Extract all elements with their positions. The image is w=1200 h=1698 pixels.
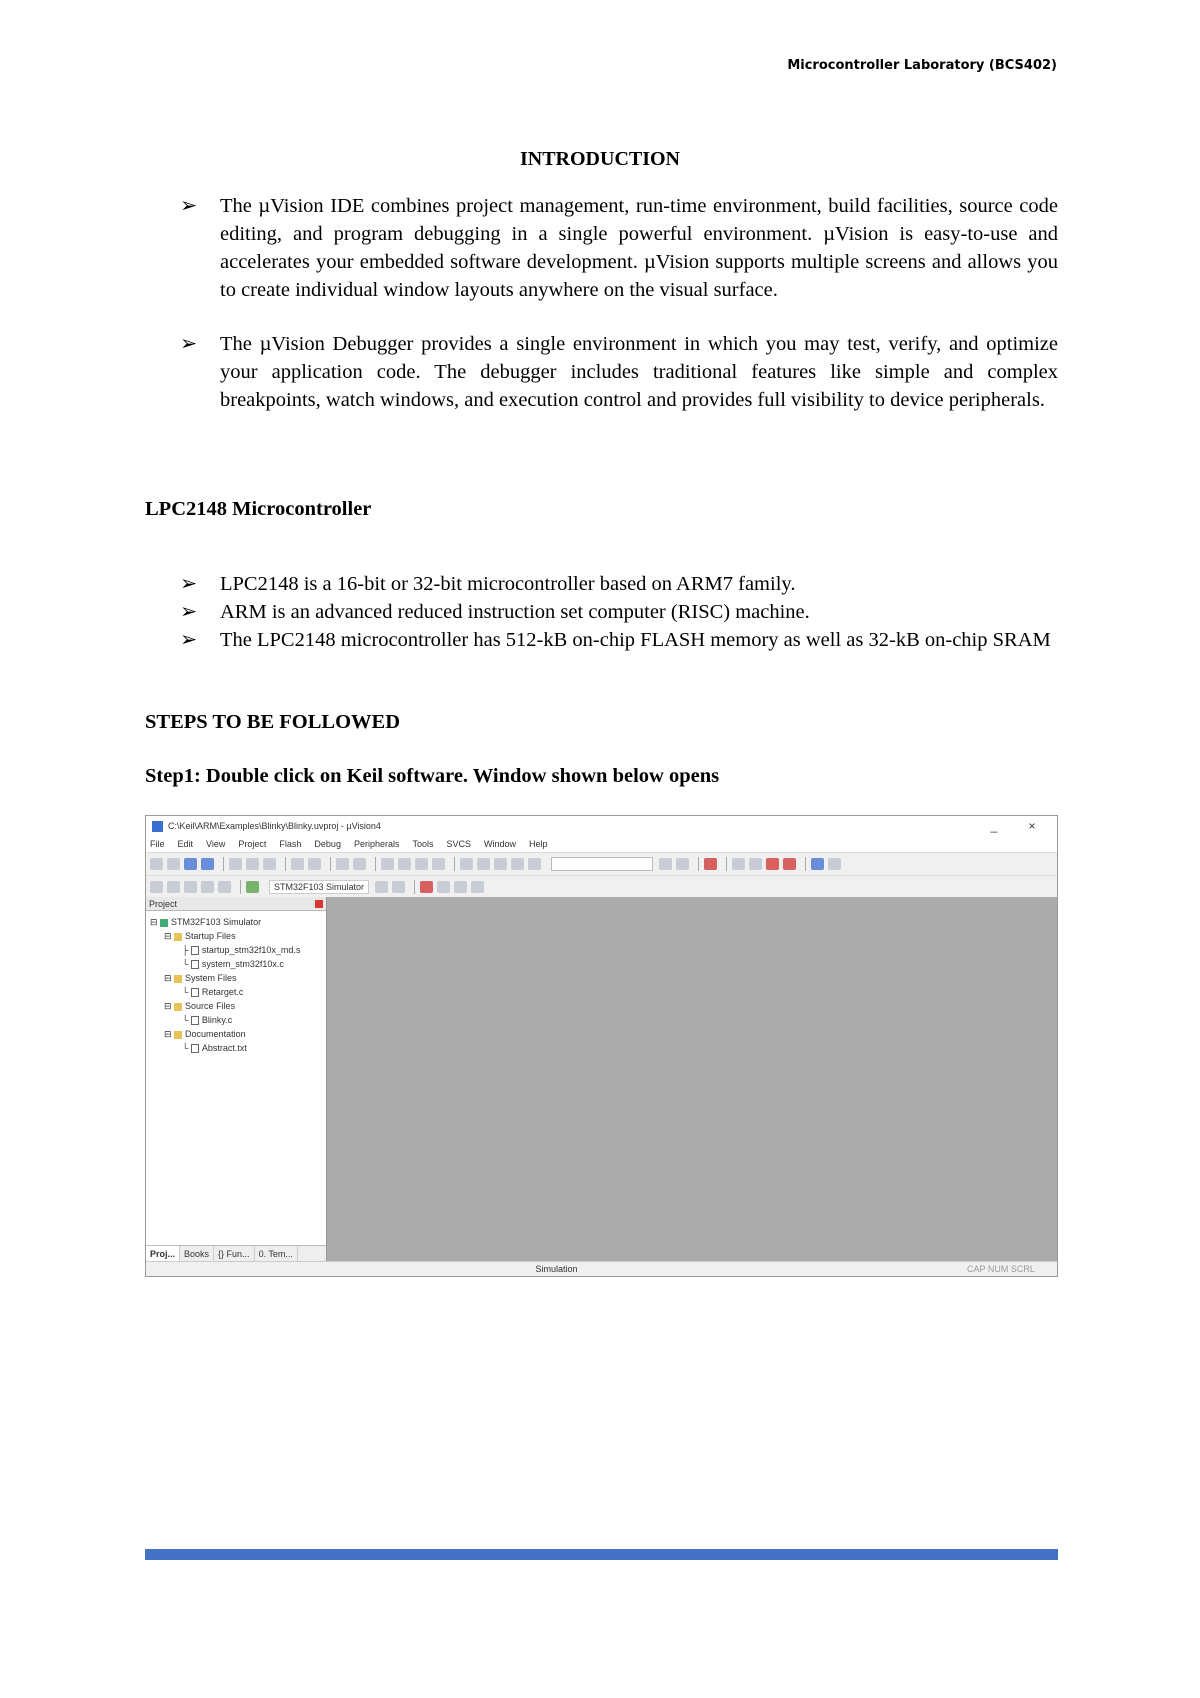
unindent-icon[interactable]: [477, 858, 490, 870]
minimize-button[interactable]: _: [990, 819, 998, 833]
editor-area[interactable]: [327, 897, 1057, 1262]
lpc-bullet-text: LPC2148 is a 16-bit or 32-bit microcontroller based on ARM7 family.: [220, 573, 796, 595]
comment-icon[interactable]: [494, 858, 507, 870]
menu-window[interactable]: Window: [484, 839, 517, 849]
target-options-icon[interactable]: [375, 881, 388, 893]
clear-breakpoints-icon[interactable]: [783, 858, 796, 870]
target-select[interactable]: STM32F103 Simulator: [269, 880, 369, 894]
tree-label: Blinky.c: [201, 1015, 233, 1025]
folder-icon: [174, 1031, 182, 1039]
tab-functions[interactable]: {} Fun...: [214, 1246, 255, 1262]
intro-bullet-list: [180, 192, 1058, 414]
tab-templates[interactable]: 0. Tem...: [255, 1246, 298, 1262]
file-icon: [191, 1016, 199, 1025]
tree-label: STM32F103 Simulator: [171, 917, 262, 927]
bullet-arrow-icon: ➢: [180, 601, 198, 623]
save-all-icon[interactable]: [201, 858, 214, 870]
build-toolbar: [146, 876, 1057, 899]
tree-label: startup_stm32f10x_md.s: [201, 945, 301, 955]
file-extensions-icon[interactable]: [437, 881, 450, 893]
menu-tools[interactable]: Tools: [412, 839, 434, 849]
nav-forward-icon[interactable]: [353, 858, 366, 870]
manage-runtime-icon[interactable]: [471, 881, 484, 893]
folder-icon: [174, 933, 182, 941]
disable-breakpoint-icon[interactable]: [749, 858, 762, 870]
prev-bookmark-icon[interactable]: [398, 858, 411, 870]
target-icon: [160, 919, 168, 927]
tree-item-file[interactable]: └ Retarget.c: [182, 987, 244, 997]
tree-label: System Files: [185, 973, 237, 983]
tree-item-file[interactable]: └ system_stm32f10x.c: [182, 959, 284, 969]
indent-icon[interactable]: [460, 858, 473, 870]
tree-item-file[interactable]: └ Blinky.c: [182, 1015, 233, 1025]
toolbar-separator: [375, 857, 376, 871]
page-header-course: Microcontroller Laboratory (BCS402): [787, 58, 1057, 73]
list-item: [180, 330, 1058, 414]
toolbar-separator: [726, 857, 727, 871]
menu-project[interactable]: Project: [238, 839, 267, 849]
clear-bookmarks-icon[interactable]: [432, 858, 445, 870]
incremental-find-icon[interactable]: [676, 858, 689, 870]
file-icon: [191, 988, 199, 997]
redo-icon[interactable]: [308, 858, 321, 870]
find-files-icon[interactable]: [528, 858, 541, 870]
tree-item-target[interactable]: ⊟ STM32F103 Simulator: [150, 917, 262, 927]
menu-peripherals[interactable]: Peripherals: [353, 839, 400, 849]
cut-icon[interactable]: [229, 858, 242, 870]
steps-heading: STEPS TO BE FOLLOWED: [145, 711, 401, 733]
open-folder-icon[interactable]: [167, 858, 180, 870]
file-icon: [191, 1044, 199, 1053]
kill-breakpoints-icon[interactable]: [766, 858, 779, 870]
tree-label: Startup Files: [185, 931, 236, 941]
find-input[interactable]: [551, 857, 653, 871]
status-mode: Simulation: [535, 1264, 578, 1274]
tree-label: Documentation: [185, 1029, 246, 1039]
select-packs-icon[interactable]: [454, 881, 467, 893]
menu-svcs[interactable]: SVCS: [446, 839, 472, 849]
build-icon[interactable]: [167, 881, 180, 893]
project-pane-title: Project: [149, 898, 178, 909]
step1-text: Step1: Double click on Keil software. Window shown below opens: [145, 765, 720, 787]
folder-icon: [174, 1003, 182, 1011]
file-toolbar: [146, 853, 1057, 876]
toolbar-separator: [805, 857, 806, 871]
bullet-arrow-icon: ➢: [180, 195, 198, 217]
keil-window-screenshot: [145, 815, 1058, 1277]
file-icon: [191, 960, 199, 969]
nav-back-icon[interactable]: [336, 858, 349, 870]
lpc-bullet-text: ARM is an advanced reduced instruction set computer (RISC) machine.: [220, 601, 810, 623]
status-keys: CAP NUM SCRL: [967, 1264, 1035, 1274]
save-icon[interactable]: [184, 858, 197, 870]
breakpoint-icon[interactable]: [732, 858, 745, 870]
intro-bullet-text: The µVision IDE combines project management, run-time environment, build facilities, source code editing, and program debugging in a single powerful environment. µVision is easy-to-use and accelerates your embedded software development. µVision supports multiple screens and allows you to create individual window layouts anywhere on the visual surface.: [220, 195, 1058, 301]
toolbar-separator: [240, 880, 241, 894]
intro-title: INTRODUCTION: [519, 148, 681, 170]
tree-label: Source Files: [185, 1001, 236, 1011]
tree-label: system_stm32f10x.c: [201, 959, 284, 969]
lpc-bullet-text: The LPC2148 microcontroller has 512-kB on-chip FLASH memory as well as 32-kB on-chip SRAM: [220, 629, 1051, 651]
list-item: [180, 626, 1058, 654]
workspace: [146, 897, 1057, 1262]
copy-icon[interactable]: [246, 858, 259, 870]
download-icon[interactable]: [246, 881, 259, 893]
close-button[interactable]: ×: [1028, 819, 1036, 833]
status-bar: [146, 1261, 1057, 1276]
tree-item-file[interactable]: ├ startup_stm32f10x_md.s: [182, 945, 301, 955]
multi-project-icon[interactable]: [420, 881, 433, 893]
tree-item-system-group[interactable]: ⊟ System Files: [164, 973, 237, 983]
tree-item-doc-group[interactable]: ⊟ Documentation: [164, 1029, 246, 1039]
tree-item-startup-group[interactable]: ⊟ Startup Files: [164, 931, 236, 941]
list-item: [180, 192, 1058, 304]
window-layout-icon[interactable]: [811, 858, 824, 870]
menu-help[interactable]: Help: [529, 839, 548, 849]
menu-bar: [146, 836, 1057, 853]
new-file-icon[interactable]: [150, 858, 163, 870]
find-icon[interactable]: [659, 858, 672, 870]
toolbar-separator: [330, 857, 331, 871]
bullet-arrow-icon: ➢: [180, 629, 198, 651]
toolbar-separator: [223, 857, 224, 871]
undo-icon[interactable]: [291, 858, 304, 870]
rebuild-icon[interactable]: [184, 881, 197, 893]
toolbar-separator: [454, 857, 455, 871]
tree-item-source-group[interactable]: ⊟ Source Files: [164, 1001, 236, 1011]
next-bookmark-icon[interactable]: [415, 858, 428, 870]
project-pane-header: [146, 897, 326, 911]
menu-view[interactable]: View: [206, 839, 226, 849]
toolbar-separator: [285, 857, 286, 871]
tab-project[interactable]: Proj...: [146, 1246, 180, 1262]
lpc-bullet-list: [180, 570, 1058, 654]
bullet-arrow-icon: ➢: [180, 573, 198, 595]
tree-item-file[interactable]: └ Abstract.txt: [182, 1043, 247, 1053]
lpc-heading: LPC2148 Microcontroller: [145, 498, 372, 520]
stop-build-icon[interactable]: [218, 881, 231, 893]
manage-components-icon[interactable]: [392, 881, 405, 893]
list-item: [180, 598, 1058, 626]
paste-icon[interactable]: [263, 858, 276, 870]
window-titlebar: [146, 816, 1057, 836]
project-pane: [146, 897, 327, 1262]
folder-icon: [174, 975, 182, 983]
toolbar-separator: [698, 857, 699, 871]
tree-label: Abstract.txt: [201, 1043, 247, 1053]
uncomment-icon[interactable]: [511, 858, 524, 870]
file-icon: [191, 946, 199, 955]
bullet-arrow-icon: ➢: [180, 333, 198, 355]
intro-bullet-text: The µVision Debugger provides a single environment in which you may test, verify, and optimize your application code. The debugger includes traditional features like simple and complex breakpoints, watch windows, and execution control and provides full visibility to device peripherals.: [220, 333, 1058, 411]
menu-debug[interactable]: Debug: [314, 839, 341, 849]
uvision-app-icon: [152, 821, 163, 832]
menu-file[interactable]: File: [150, 839, 165, 849]
menu-flash[interactable]: Flash: [279, 839, 302, 849]
list-item: [180, 570, 1058, 598]
tree-label: Retarget.c: [201, 987, 244, 997]
debug-session-icon[interactable]: [704, 858, 717, 870]
window-title: C:\Keil\ARM\Examples\Blinky\Blinky.uvproj - µVision4: [168, 821, 381, 831]
tab-books[interactable]: Books: [180, 1246, 214, 1262]
configure-icon[interactable]: [828, 858, 841, 870]
project-pane-tabs: [146, 1245, 326, 1262]
bookmark-icon[interactable]: [381, 858, 394, 870]
toolbar-separator: [414, 880, 415, 894]
footer-rule: [145, 1549, 1058, 1560]
menu-edit[interactable]: Edit: [177, 839, 194, 849]
project-tree: [146, 915, 326, 1055]
translate-icon[interactable]: [150, 881, 163, 893]
close-icon[interactable]: [315, 900, 323, 908]
batch-build-icon[interactable]: [201, 881, 214, 893]
